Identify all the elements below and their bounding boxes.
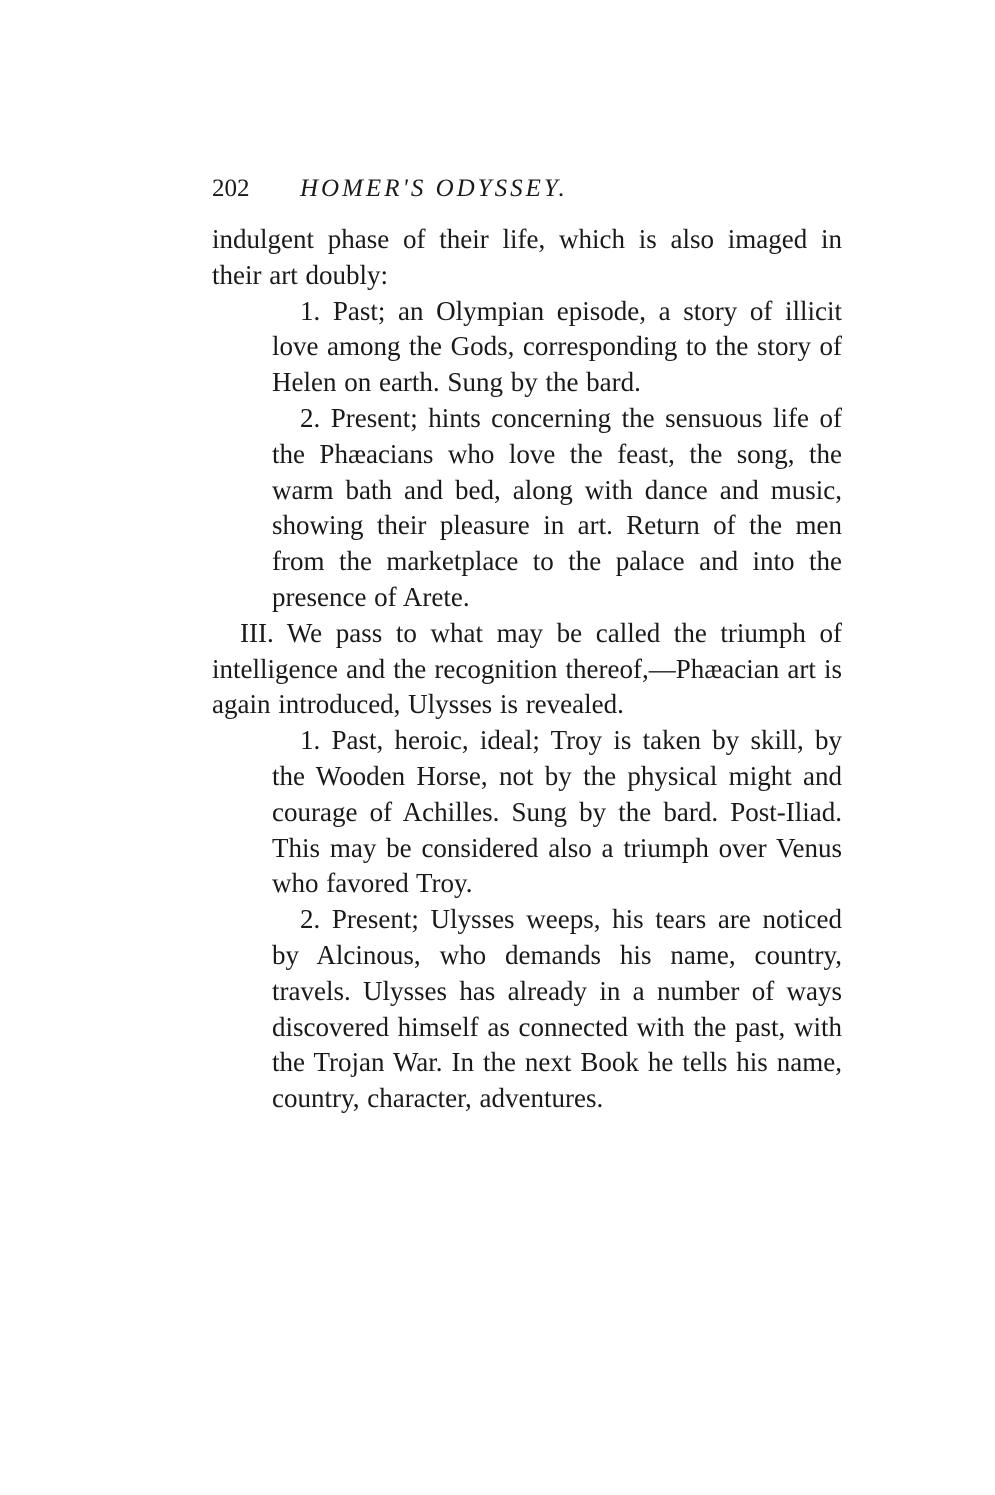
paragraph-subitem-present-sensuous: 2. Present; hints concerning the sensuous life of the Phæacians who love the feast, the song, the warm bath and bed, along with dance and music, showing their pleasure in art. Return of the men from the marketplace to the palace and into the presence of Arete.: [272, 402, 842, 612]
page-header: [212, 172, 842, 206]
paragraph-section-three: III. We pass to what may be called the triumph of intelligence and the recognition thereof,—Phæacian art is again introduced, Ulysses is revealed.: [212, 617, 842, 720]
paragraph-subitem-past-olympian: 1. Past; an Olympian episode, a story of illicit love among the Gods, corresponding to the story of Helen on earth. Sung by the bard.: [272, 295, 842, 398]
paragraph-subitem-past-heroic: 1. Past, heroic, ideal; Troy is taken by skill, by the Wooden Horse, not by the physical might and courage of Achilles. Sung by the bard. Post-Iliad. This may be considered also a triumph over Venus who favored Troy.: [272, 725, 842, 899]
page-number: 202: [212, 175, 250, 202]
paragraph-continuation: indulgent phase of their life, which is also imaged in their art doubly:: [212, 224, 842, 290]
paragraph-subitem-present-ulysses: 2. Present; Ulysses weeps, his tears are noticed by Alcinous, who demands his name, country, travels. Ulysses has already in a number of ways discovered himself as connected with the past, with the Trojan War. In the next Book he tells his name, country, character, adventures.: [272, 904, 842, 1114]
running-title: HOMER'S ODYSSEY.: [300, 175, 568, 202]
body-text: [212, 222, 842, 1117]
